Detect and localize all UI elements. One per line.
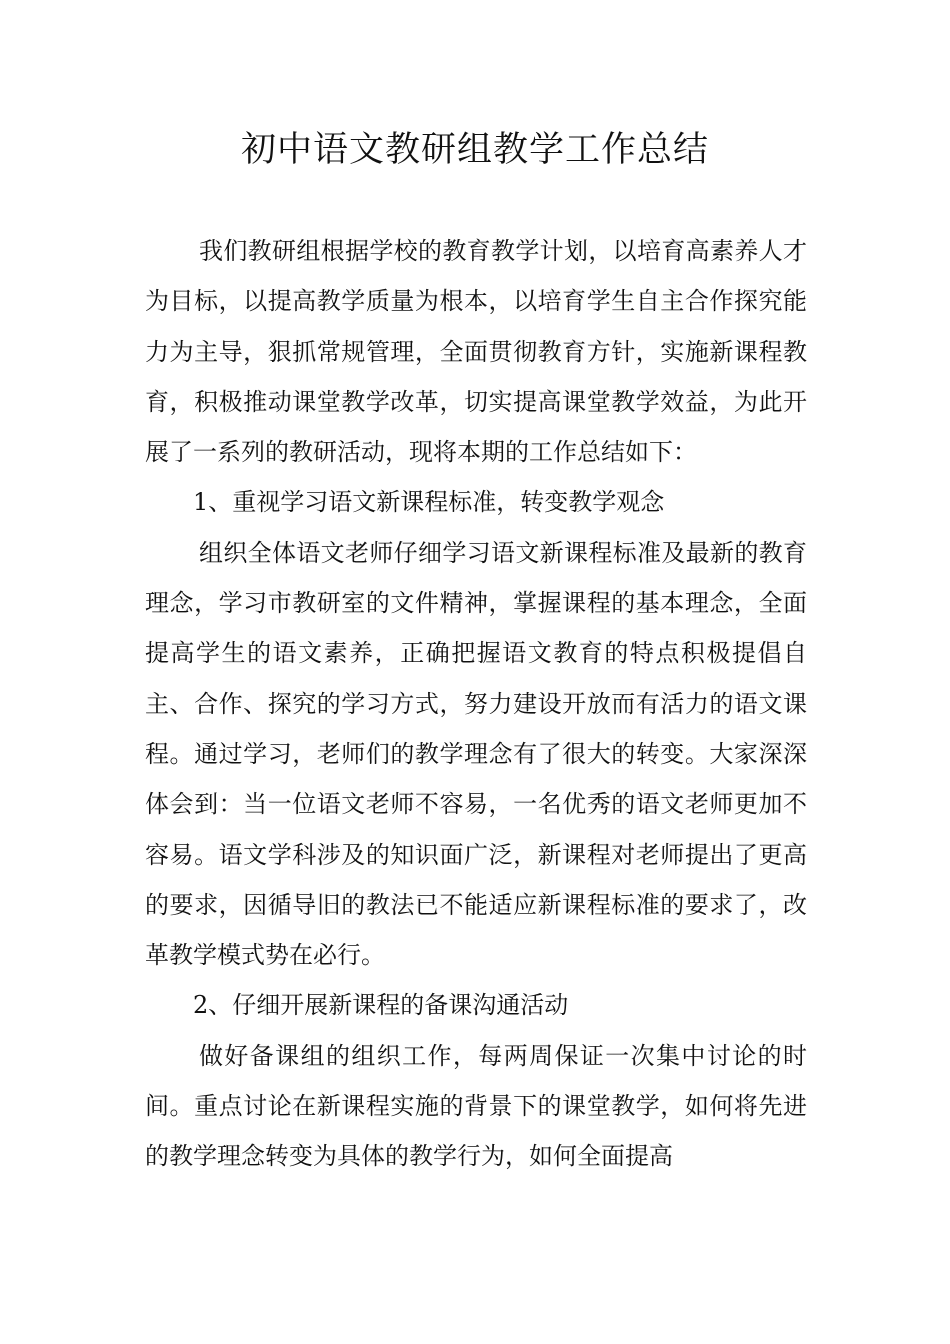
- paragraph-intro: 我们教研组根据学校的教育教学计划，以培育高素养人才为目标，以提高教学质量为根本，以培育学生自主合作探究能力为主导，狠抓常规管理，全面贯彻教育方针，实施新课程教育，积极推动课堂教学改革，切实提高课堂教学效益，为此开展了一系列的教研活动，现将本期的工作总结如下：: [145, 237, 807, 467]
- section-heading-1: 1、重视学习语文新课程标准，转变教学观念: [193, 488, 665, 517]
- section-heading-2: 2、仔细开展新课程的备课沟通活动: [193, 991, 569, 1020]
- paragraph-section-1: 组织全体语文老师仔细学习语文新课程标准及最新的教育理念，学习市教研室的文件精神，掌握课程的基本理念，全面提高学生的语文素养，正确把握语文教育的特点积极提倡自主、合作、探究的学习方式，努力建设开放而有活力的语文课程。通过学习，老师们的教学理念有了很大的转变。大家深深体会到：当一位语文老师不容易，一名优秀的语文老师更加不容易。语文学科涉及的知识面广泛，新课程对老师提出了更高的要求，因循导旧的教法已不能适应新课程标准的要求了，改革教学模式势在必行。: [145, 538, 807, 970]
- document-title: 初中语文教研组教学工作总结: [240, 130, 709, 170]
- document-body: [145, 226, 807, 1182]
- paragraph-section-2: 做好备课组的组织工作，每两周保证一次集中讨论的时间。重点讨论在新课程实施的背景下的课堂教学，如何将先进的教学理念转变为具体的教学行为，如何全面提高: [145, 1041, 807, 1171]
